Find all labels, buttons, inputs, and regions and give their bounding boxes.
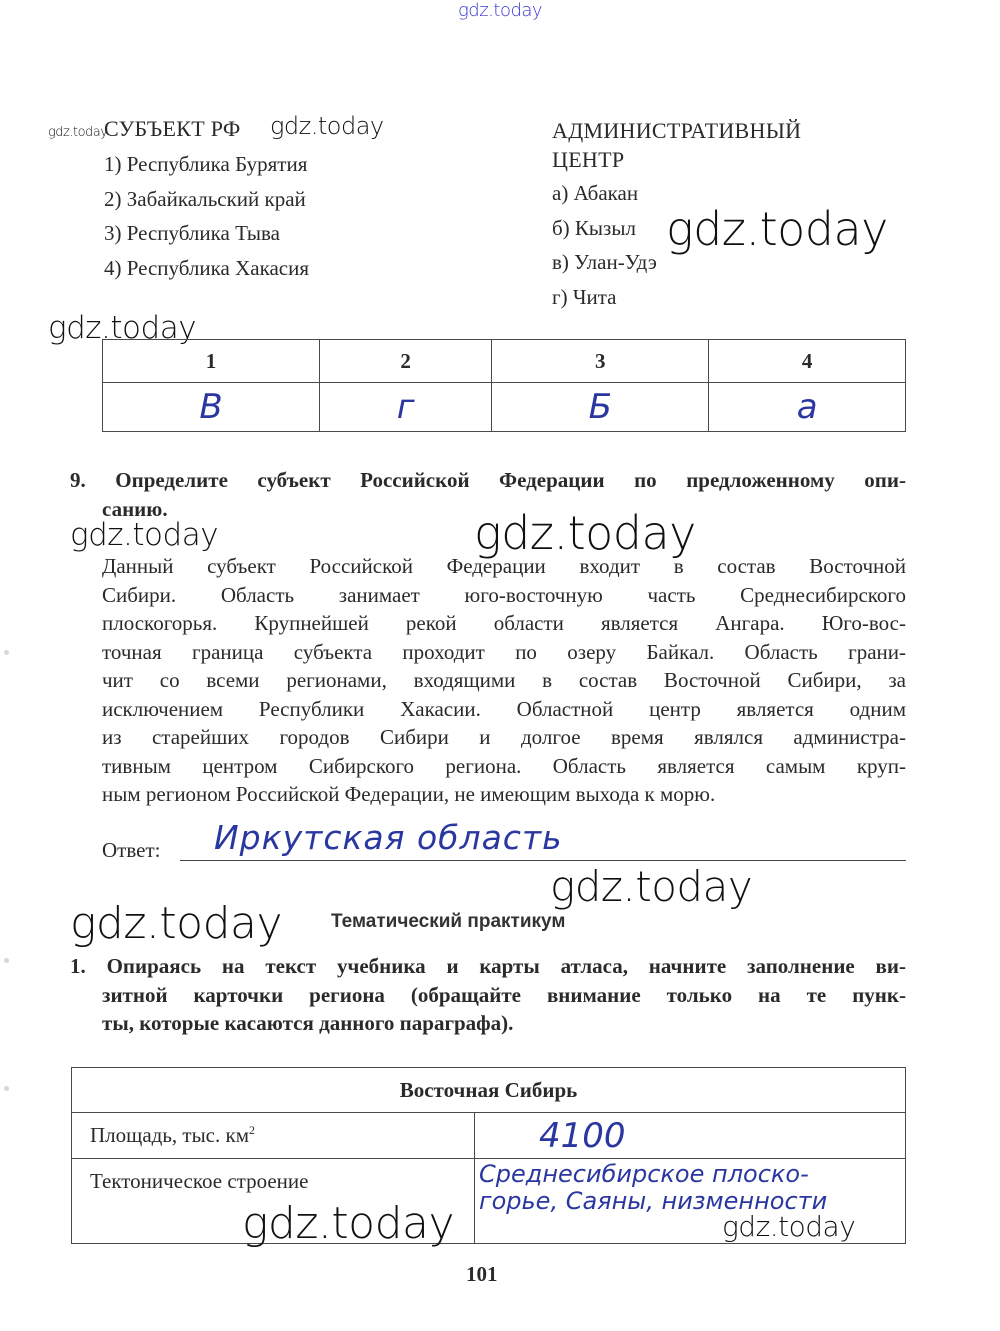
handwritten-answer-cell[interactable]: В: [103, 383, 320, 432]
page-number: 101: [466, 1262, 498, 1286]
table-header-cell: 4: [709, 340, 906, 383]
task-title-line: зитной карточки региона (обращайте внимание только на те пунк-: [102, 982, 906, 1007]
card-label: Тектоническое строение: [72, 1159, 475, 1244]
question-title-line: 9. Определите субъект Российской Федерации по предложенному опи-: [70, 468, 906, 492]
description-line: исключением Республики Хакасии. Областной центр является одним: [102, 696, 906, 721]
description-line: Данный субъект Российской Федерации входит в состав Восточной: [102, 554, 906, 578]
task-1-title: [70, 952, 906, 1038]
scan-speck: [4, 1086, 9, 1091]
description-line: точная граница субъекта проходит по озеру Байкал. Область грани-: [102, 639, 906, 664]
watermark: gdz.today: [48, 310, 197, 346]
table-header-cell: 2: [320, 340, 492, 383]
table-answer-row: [103, 383, 906, 432]
watermark-small: gdz.today: [48, 125, 108, 140]
watermark: gdz.today: [70, 898, 283, 949]
handwritten-line: Среднесибирское плоско-: [479, 1160, 809, 1188]
center-header-line: АДМИНИСТРАТИВНЫЙ: [552, 118, 802, 143]
subject-item: 2) Забайкальский край: [104, 186, 306, 211]
description-line: чит со всеми регионами, входящими в состав Восточной Сибири, за: [102, 668, 906, 692]
watermark: gdz.today: [722, 1210, 856, 1243]
handwritten-answer-cell[interactable]: Б: [492, 383, 709, 432]
question-9-description: [102, 552, 906, 809]
center-item: б) Кызыл: [552, 215, 636, 240]
handwritten-answer[interactable]: Иркутская область: [214, 818, 563, 857]
task-title-line: ты, которые касаются данного параграфа).: [102, 1011, 514, 1035]
watermark: gdz.today: [474, 506, 696, 560]
watermark: gdz.today: [666, 202, 888, 256]
center-item: г) Чита: [552, 284, 617, 309]
answer-label: Ответ:: [102, 838, 161, 862]
description-line: ным регионом Российской Федерации, не имеющим выхода к морю.: [102, 782, 716, 806]
question-title-line: санию.: [102, 496, 168, 521]
subject-item: 3) Республика Тыва: [104, 221, 280, 245]
scan-speck: [4, 958, 9, 963]
description-line: тивным центром Сибирского региона. Область является самым круп-: [102, 753, 906, 778]
watermark: gdz.today: [550, 862, 753, 911]
scan-speck: [4, 650, 9, 655]
subject-list: [104, 147, 309, 285]
table-header-row: [103, 340, 906, 383]
center-list: [552, 176, 657, 314]
card-row-area: [72, 1113, 906, 1159]
card-label-sup: 2: [249, 1123, 255, 1137]
card-label: [72, 1113, 475, 1159]
subject-item: 4) Республика Хакасия: [104, 255, 310, 280]
table-header-cell: 3: [492, 340, 709, 383]
card-title: Восточная Сибирь: [72, 1068, 906, 1113]
subject-item: 1) Республика Бурятия: [104, 152, 308, 176]
watermark: gdz.today: [242, 1198, 455, 1249]
matching-answer-table: [102, 339, 906, 432]
card-label-text: Площадь, тыс. км: [90, 1123, 249, 1147]
handwritten-line: горье, Саяны, низменности: [479, 1187, 828, 1215]
description-line: плоскогорья. Крупнейшей рекой области является Ангара. Юго-вос-: [102, 611, 906, 635]
handwritten-answer-cell[interactable]: а: [709, 383, 906, 432]
center-column-header: [552, 116, 801, 174]
task-title-line: 1. Опираясь на текст учебника и карты атласа, начните заполнение ви-: [70, 954, 906, 978]
subject-column-header: СУБЪЕКТ РФ: [104, 116, 241, 141]
description-line: из старейших городов Сибири и долгое время являлся администра-: [102, 725, 906, 749]
description-line: Сибири. Область занимает юго-восточную часть Среднесибирского: [102, 582, 906, 607]
handwritten-area-value[interactable]: 4100: [475, 1113, 906, 1159]
center-item: в) Улан-Удэ: [552, 250, 657, 274]
table-header-cell: 1: [103, 340, 320, 383]
section-title: Тематический практикум: [331, 911, 566, 932]
watermark: gdz.today: [70, 517, 219, 553]
watermark-top: gdz.today: [458, 0, 543, 21]
answer-line: [180, 860, 906, 861]
center-item: а) Абакан: [552, 181, 639, 205]
card-title-row: [72, 1068, 906, 1113]
watermark: gdz.today: [270, 112, 384, 140]
handwritten-answer-cell[interactable]: г: [320, 383, 492, 432]
center-header-line: ЦЕНТР: [552, 147, 625, 172]
